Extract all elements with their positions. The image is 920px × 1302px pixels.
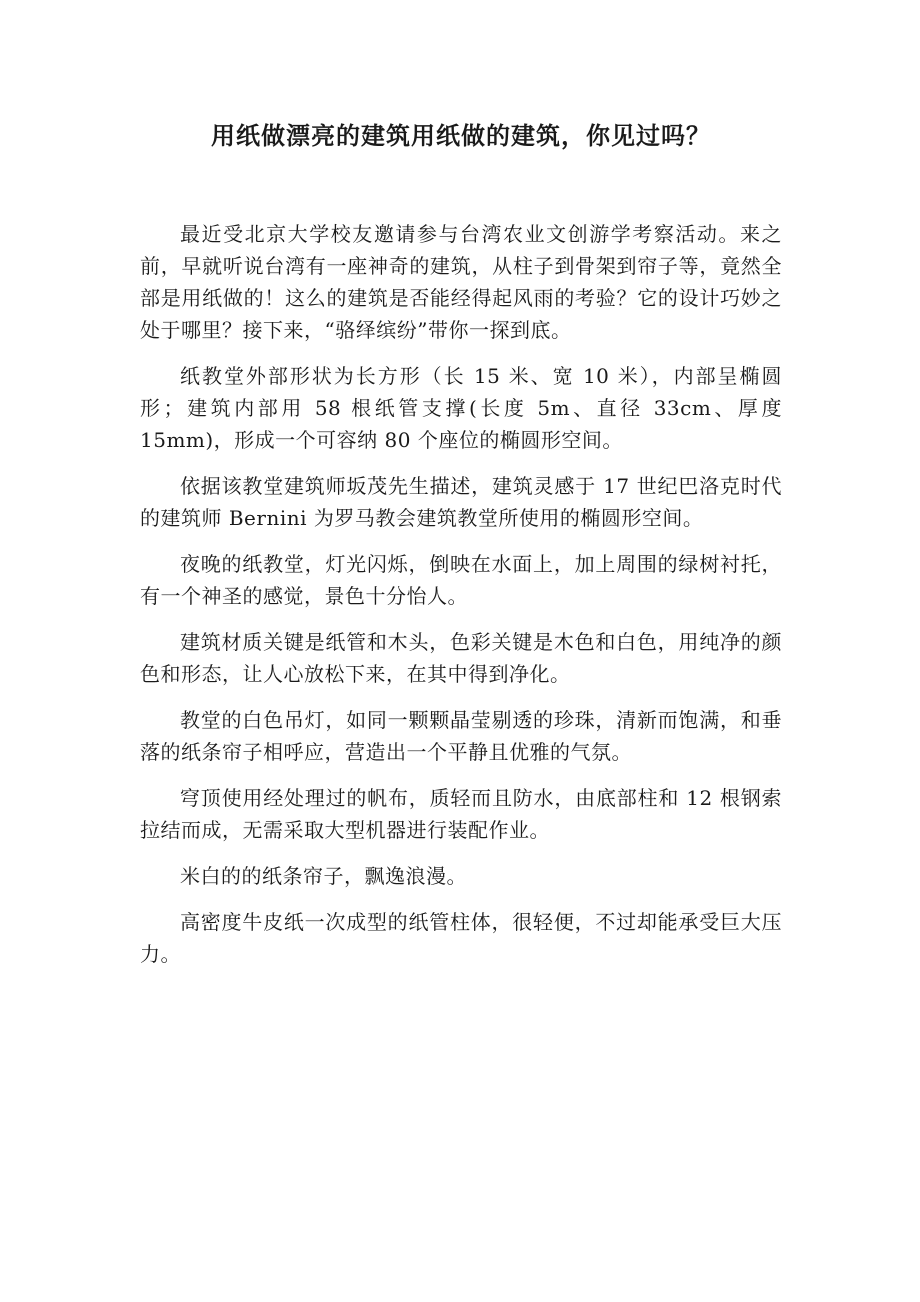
paragraph-6: 教堂的白色吊灯，如同一颗颗晶莹剔透的珍珠，清新而饱满，和垂落的纸条帘子相呼应，营造出一个平静且优雅的气氛。 [140, 708, 782, 764]
paragraph-9: 高密度牛皮纸一次成型的纸管柱体，很轻便，不过却能承受巨大压力。 [140, 910, 782, 966]
paragraph-3: 依据该教堂建筑师坂茂先生描述，建筑灵感于 17 世纪巴洛克时代的建筑师 Bernini 为罗马教会建筑教堂所使用的椭圆形空间。 [140, 474, 782, 530]
document-body [140, 218, 782, 970]
paragraph-8: 米白的的纸条帘子，飘逸浪漫。 [180, 864, 467, 888]
paragraph-2: 纸教堂外部形状为长方形（长 15 米、宽 10 米），内部呈椭圆形；建筑内部用 58 根纸管支撑(长度 5m、直径 33cm、厚度 15mm)，形成一个可容纳 80 个座位的椭圆形空间。 [140, 364, 782, 452]
paragraph-1: 最近受北京大学校友邀请参与台湾农业文创游学考察活动。来之前，早就听说台湾有一座神奇的建筑，从柱子到骨架到帘子等，竟然全部是用纸做的！这么的建筑是否能经得起风雨的考验？它的设计巧妙之处于哪里？接下来，“骆绎缤纷”带你一探到底。 [140, 222, 782, 342]
paragraph-7: 穹顶使用经处理过的帆布，质轻而且防水，由底部柱和 12 根钢索拉结而成，无需采取大型机器进行装配作业。 [140, 786, 782, 842]
paragraph-4: 夜晚的纸教堂，灯光闪烁，倒映在水面上，加上周围的绿树衬托，有一个神圣的感觉，景色十分怡人。 [140, 552, 782, 608]
paragraph-5: 建筑材质关键是纸管和木头，色彩关键是木色和白色，用纯净的颜色和形态，让人心放松下来，在其中得到净化。 [140, 630, 782, 686]
document-title: 用纸做漂亮的建筑用纸做的建筑，你见过吗？ [211, 121, 711, 150]
